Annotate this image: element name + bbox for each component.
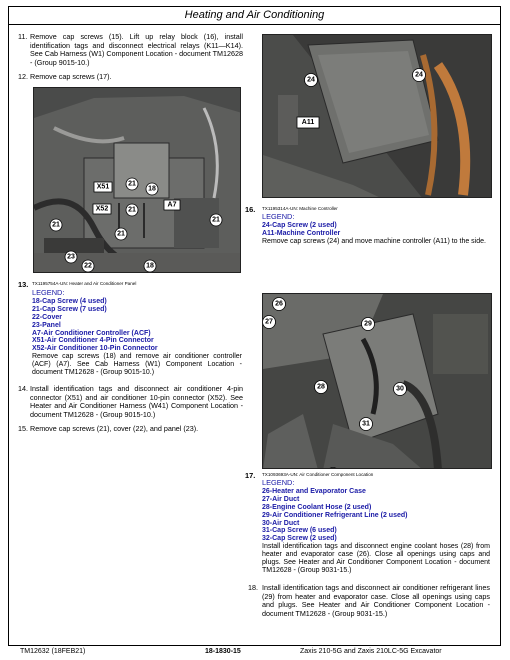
callout-label: 21: [52, 221, 60, 229]
figure-17-legend: [262, 479, 490, 575]
callout-label: 23: [67, 253, 75, 261]
callout-31: [360, 418, 373, 431]
legend-item: X52-Air Conditioner 10-Pin Connector: [32, 345, 158, 353]
step-number: 12.: [18, 72, 28, 81]
callout-28: [315, 381, 328, 394]
callout-21: [126, 204, 138, 216]
legend-item: 30-Air Duct: [262, 519, 300, 527]
callout-21: [126, 178, 138, 190]
legend-item: 27-Air Duct: [262, 495, 300, 503]
machine-controller-drawing: [263, 35, 492, 198]
callout-29: [362, 318, 375, 331]
callout-label: 26: [275, 300, 283, 308]
legend-item: 32-Cap Screw (2 used): [262, 535, 337, 543]
legend-item: A7-Air Conditioner Controller (ACF): [32, 329, 151, 337]
legend-title: LEGEND:: [262, 212, 295, 221]
step-number: 11.: [18, 32, 28, 41]
legend-item: 23-Panel: [32, 321, 61, 329]
callout-label: 21: [128, 180, 136, 188]
air-conditioner-component-drawing: [263, 294, 492, 469]
callout-24: [305, 74, 318, 87]
callout-label: 24: [415, 71, 423, 79]
callout-21: [210, 214, 222, 226]
legend-item: 28-Engine Coolant Hose (2 used): [262, 503, 372, 511]
figure-caption: TX1093693A-UN: Air Conditioner Component Location: [262, 472, 374, 477]
callout-label: X51: [96, 183, 110, 191]
panel-photo: [33, 87, 241, 273]
figure-number: 16.: [245, 205, 256, 214]
figure-caption: TX1195314A-UN: Machine Controller: [262, 206, 338, 211]
callout-label: A7: [167, 201, 177, 209]
legend-title: LEGEND:: [32, 288, 65, 297]
callout-x52: [93, 204, 111, 214]
callout-label: 21: [212, 216, 220, 224]
panel-photo-drawing: [34, 88, 241, 273]
legend-item: 18-Cap Screw (4 used): [32, 297, 107, 305]
legend-item: 21-Cap Screw (7 used): [32, 305, 107, 313]
callout-26: [273, 298, 286, 311]
legend-item: X51-Air Conditioner 4-Pin Connector: [32, 337, 154, 345]
step-text: Remove cap screws (21), cover (22), and panel (23).: [30, 424, 199, 433]
step-15: [18, 425, 243, 434]
callout-label: A11: [301, 119, 315, 126]
step-text: Install identification tags and disconnect air conditioner refrigerant lines (29) from heater and evaporator case. Close all openings using caps and plugs. See Heater and Air Conditioner Component Location - document TM12628 - (Group 9031-15.): [262, 583, 490, 618]
legend-item: 22-Cover: [32, 313, 62, 321]
callout-21: [50, 219, 62, 231]
callout-label: 22: [84, 262, 92, 270]
callout-24: [413, 69, 426, 82]
callout-30: [394, 383, 407, 396]
callout-label: 24: [307, 76, 315, 84]
step-number: 14.: [18, 384, 28, 393]
callout-a11: [297, 117, 319, 128]
step-text: Install identification tags and disconnect air conditioner 4-pin connector (X51) and air conditioner 10-pin connector (X52). See Heater and Air Conditioner Harness (W41) Component Location - document TM12628 - (Group 9015-10.): [30, 384, 243, 419]
callout-label: 21: [117, 230, 125, 238]
step-18: [248, 584, 490, 618]
callout-label: 29: [364, 320, 372, 328]
callout-label: 28: [317, 383, 325, 391]
figure-description: Remove cap screws (24) and move machine controller (A11) to the side.: [262, 237, 486, 245]
step-text: Remove cap screws (15). Lift up relay block (16), install identification tags and disconnect electrical relays (K11—K14). See Cab Harness (W1) Component Location - document TM12628 - (Group 9015-10.): [30, 32, 243, 67]
figure-13-legend: [32, 289, 242, 377]
step-12: [18, 73, 243, 82]
figure-number: 17.: [245, 471, 256, 480]
callout-label: 18: [146, 262, 154, 270]
footer-page-number: 18-1830-15: [205, 648, 241, 655]
legend-item: A11-Machine Controller: [262, 229, 341, 237]
callout-21: [115, 228, 127, 240]
legend-item: 26-Heater and Evaporator Case: [262, 487, 366, 495]
figure-caption: TX1195754A-UN: Heater and Air Conditioner Panel: [32, 281, 137, 286]
air-conditioner-component-photo: [262, 293, 492, 469]
callout-18: [146, 183, 158, 195]
page-header: Heating and Air Conditioning: [8, 6, 501, 25]
step-number: 18.: [248, 583, 258, 592]
callout-label: 18: [148, 185, 156, 193]
step-text: Remove cap screws (17).: [30, 72, 112, 81]
callout-label: 30: [396, 385, 404, 393]
callout-22: [82, 260, 94, 272]
step-11: [18, 33, 243, 67]
machine-controller-photo: [262, 34, 492, 198]
figure-description: Install identification tags and disconnect engine coolant hoses (28) from heater and evaporator case (26). Close all openings using caps and plugs. See Heater and Air Conditioner Component Location - document TM12628 - (Group 9031-15.): [262, 543, 490, 574]
step-14: [18, 385, 243, 419]
legend-title: LEGEND:: [262, 478, 295, 487]
step-number: 15.: [18, 424, 28, 433]
figure-description: Remove cap screws (18) and remove air conditioner controller (ACF) (A7). See Cab Harness (W1) Component Location - document TM12628 - (Group 9015-10.): [32, 353, 242, 377]
callout-label: 27: [265, 318, 273, 326]
callout-label: X52: [95, 205, 109, 213]
callout-23: [65, 251, 77, 263]
figure-number: 13.: [18, 280, 29, 289]
figure-16-legend: [262, 213, 490, 246]
footer-document-id: TM12632 (18FEB21): [20, 648, 86, 655]
callout-label: 31: [362, 420, 370, 428]
callout-a7: [164, 200, 180, 210]
callout-27: [263, 316, 276, 329]
callout-x51: [94, 182, 112, 192]
legend-item: 29-Air Conditioner Refrigerant Line (2 used): [262, 511, 408, 519]
legend-item: 31-Cap Screw (6 used): [262, 527, 337, 535]
callout-18: [144, 260, 156, 272]
footer-model: Zaxis 210-5G and Zaxis 210LC-5G Excavator: [300, 648, 442, 655]
callout-label: 21: [128, 206, 136, 214]
legend-item: 24-Cap Screw (2 used): [262, 221, 337, 229]
